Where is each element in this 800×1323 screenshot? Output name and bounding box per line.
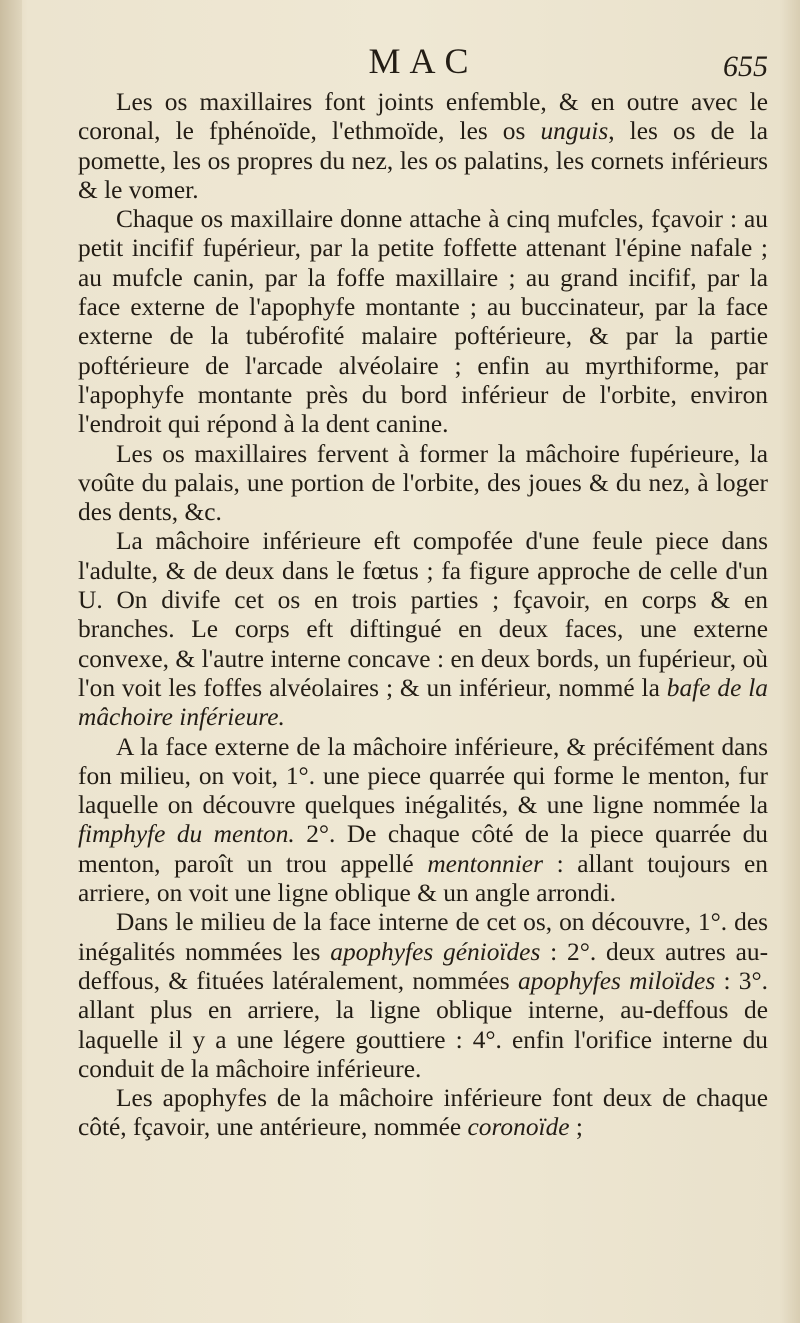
paragraph: Les os maxillaires fervent à former la mâchoire fupérieure, la voûte du palais, une portion de l'orbite, des joues & du nez, à loger des dents, &c. — [78, 439, 768, 527]
paragraph: Les os maxillaires font joints enfemble, & en outre avec le coronal, le fphénoïde, l'ethmoïde, les os unguis, les os de la pomette, les os propres du nez, les os palatins, les cornets inférieurs & le vomer. — [78, 88, 768, 204]
body-text — [78, 88, 768, 1143]
running-title: MAC — [368, 41, 478, 81]
italic-term: unguis — [540, 117, 609, 146]
paragraph: Les apophyfes de la mâchoire inférieure font deux de chaque côté, fçavoir, une antérieure, nommée coronoïde ; — [78, 1084, 768, 1142]
paragraph: A la face externe de la mâchoire inférieure, & précifément dans fon milieu, on voit, 1°. une piece quarrée qui forme le menton, fur laquelle on découvre quelques inégalités, & une ligne nommée la fimphyfe du menton. 2°. De chaque côté de la piece quarrée du menton, paroît un trou appellé mentonnier : allant toujours en arriere, on voit une ligne oblique & un angle arrondi. — [78, 732, 768, 908]
italic-term: apophyfes génioïdes — [330, 937, 541, 966]
paragraph: Dans le milieu de la face interne de cet os, on découvre, 1°. des inégalités nommées les apophyfes génioïdes : 2°. deux autres au-deffous, & fituées latéralement, nommées apophyfes miloïdes : 3°. allant plus en arriere, la ligne oblique interne, au-deffous de laquelle il y a une légere gouttiere : 4°. enfin l'orifice interne du conduit de la mâchoire inférieure. — [78, 908, 769, 1083]
page-number: 655 — [723, 50, 768, 83]
italic-term: mentonnier — [427, 849, 543, 878]
page-header — [78, 40, 768, 92]
binding-gutter — [0, 0, 22, 1323]
paragraph: La mâchoire inférieure eft compofée d'une feule piece dans l'adulte, & de deux dans le fœtus ; fa figure approche de celle d'un U. On divife cet os en trois parties ; fçavoir, en corps & en branches. Le corps eft diftingué en deux faces, une externe convexe, & l'autre interne concave : en deux bords, un fupérieur, où l'on voit les foffes alvéolaires ; & un inférieur, nommé la bafe de la mâchoire inférieure. — [78, 527, 768, 732]
italic-term: apophyfes miloïdes — [517, 966, 716, 995]
italic-term: bafe de la mâchoire inférieure. — [78, 673, 768, 732]
paragraph: Chaque os maxillaire donne attache à cinq mufcles, fçavoir : au petit incifif fupérieur, par la petite foffette attenant l'épine nafale ; au mufcle canin, par la foffe maxillaire ; au grand incifif, par la face externe de l'apophyfe montante ; au buccinateur, par la face externe de la tubérofité malaire poftérieure, & par la partie poftérieure de l'arcade alvéolaire ; enfin au myrthiforme, par l'apophyfe montante près du bord inférieur de l'orbite, environ l'endroit qui répond à la dent canine. — [78, 205, 768, 439]
italic-term: coronoïde — [467, 1113, 570, 1142]
italic-term: fimphyfe du menton. — [78, 820, 295, 849]
